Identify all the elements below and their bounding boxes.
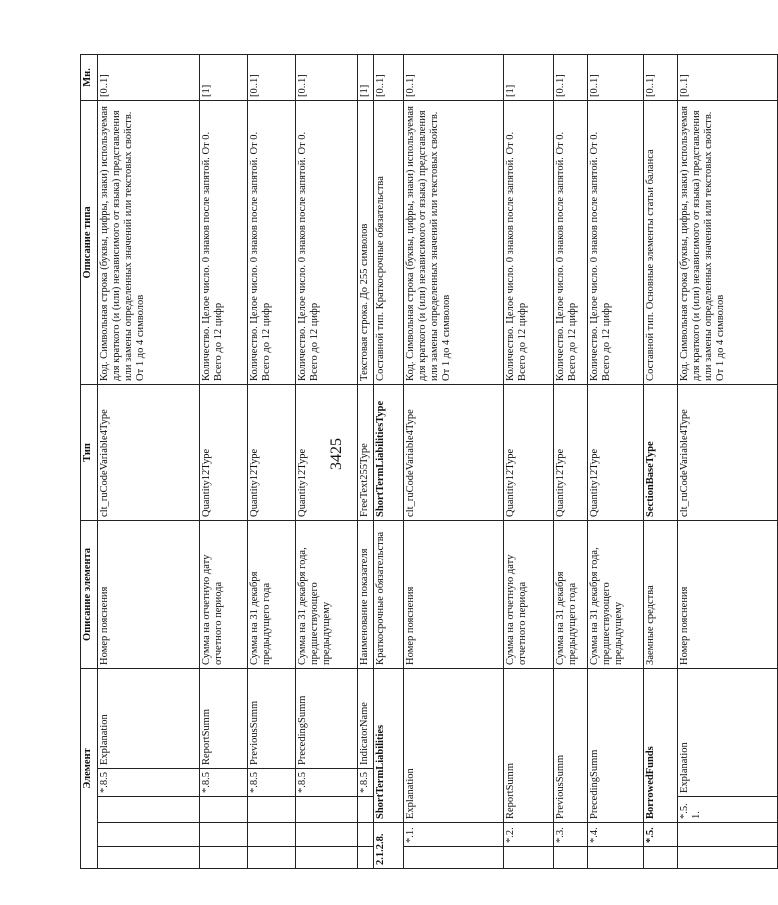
indent-cell [200,823,248,847]
table-row [504,54,554,868]
indent-cell [98,847,200,869]
row-number: *.5. [644,823,678,847]
element-description: Сумма на отчетную дату отчетного периода [504,520,554,668]
element-type: clt_ruCodeVariable4Type [98,384,200,520]
indent-cell [296,823,358,847]
indent-cell [200,847,248,869]
column-header-type: Тип [81,384,98,520]
type-description: Количество. Целое число. 0 знаков после запятой. От 0. Всего до 12 цифр [248,100,296,384]
table-row [588,54,644,868]
row-number: *.8.5 [248,769,296,797]
table-row [644,54,678,868]
indent-cell [588,847,644,869]
element-type: Quantity12Type [248,384,296,520]
indent-cell [358,847,374,869]
indent-cell [358,797,374,823]
element-type: Quantity12Type [504,384,554,520]
element-name: ShortTermLiabilities [374,668,404,822]
type-description: Количество. Целое число. 0 знаков после запятой. От 0. Всего до 12 цифр [554,100,588,384]
row-number: *.4. [588,823,644,847]
type-description: Составной тип. Основные элементы статьи баланса [644,100,678,384]
element-description: Сумма на 31 декабря года, предшествующего предыдущему [588,520,644,668]
table-row [404,54,504,868]
indent-cell [248,797,296,823]
type-description: Код. Символьная строка (буквы, цифры, знаки) используемая для краткого (и (или) независимого от языка) представления или замены определенных значений или текстовых свойств. От 1 до 4 символов [678,100,778,384]
element-type: Quantity12Type [200,384,248,520]
row-number: *.1. [404,823,504,847]
type-description: Количество. Целое число. 0 знаков после запятой. От 0. Всего до 12 цифр [200,100,248,384]
element-description: Сумма на 31 декабря предыдущего года [248,520,296,668]
indent-cell [678,823,778,847]
element-name: IndicatorName [358,668,374,768]
row-number: *.8.5 [296,769,358,797]
indent-cell [296,847,358,869]
indent-cell [248,847,296,869]
rotated-page-content [80,25,726,885]
row-number: *.8.5 [358,769,374,797]
element-type: SectionBaseType [644,384,678,520]
element-description: Краткосрочные обязательства [374,520,404,668]
element-description: Заемные средства [644,520,678,668]
column-header-type-description: Описание типа [81,100,98,384]
element-name: PreviousSumm [554,668,588,822]
element-name: Explanation [404,668,504,822]
indent-cell [644,847,678,869]
type-description: Текстовая строка. До 255 символов [358,100,374,384]
element-description: Сумма на 31 декабря года, предшествующего предыдущему [296,520,358,668]
indent-cell [554,847,588,869]
element-type: Quantity12Type [296,384,358,520]
row-number: *.8.5 [200,769,248,797]
indent-cell [200,797,248,823]
element-description: Наименование показателя [358,520,374,668]
element-description: Номер пояснения [678,520,778,668]
element-name: BorrowedFunds [644,668,678,822]
element-type: clt_ruCodeVariable4Type [404,384,504,520]
table-row [98,54,200,868]
table-row [678,54,778,868]
element-type: FreeText255Type [358,384,374,520]
type-description: Количество. Целое число. 0 знаков после запятой. От 0. Всего до 12 цифр [588,100,644,384]
table-row [296,54,358,868]
indent-cell [678,847,778,869]
element-name: PrecedingSumm [296,668,358,768]
table-row [200,54,248,868]
type-description: Количество. Целое число. 0 знаков после запятой. От 0. Всего до 12 цифр [504,100,554,384]
indent-cell [98,797,200,823]
table-row [248,54,296,868]
table-row [374,54,404,868]
element-name: ReportSumm [200,668,248,768]
multiplicity: [1] [200,54,248,100]
column-header-multiplicity: Мн. [81,54,98,100]
row-number: *.8.5 [98,769,200,797]
element-description: Номер пояснения [98,520,200,668]
element-name: PrecedingSumm [588,668,644,822]
multiplicity: [0..1] [374,54,404,100]
multiplicity: [0..1] [588,54,644,100]
page-number: 3425 [328,438,345,470]
row-number: *.3. [554,823,588,847]
element-description: Сумма на отчетную дату отчетного периода [200,520,248,668]
multiplicity: [1] [504,54,554,100]
element-name: PreviousSumm [248,668,296,768]
element-type: Quantity12Type [554,384,588,520]
element-description: Сумма на 31 декабря предыдущего года [554,520,588,668]
multiplicity: [1] [358,54,374,100]
indent-cell [504,847,554,869]
multiplicity: [0..1] [296,54,358,100]
row-number: *.5.1. [678,797,778,823]
indent-cell [358,823,374,847]
element-type: clt_ruCodeVariable4Type [678,384,778,520]
element-name: Explanation [678,668,778,796]
row-number: 2.1.2.8. [374,823,404,869]
indent-cell [404,847,504,869]
type-description: Составной тип. Краткосрочные обязательства [374,100,404,384]
element-description: Номер пояснения [404,520,504,668]
table-row [358,54,374,868]
multiplicity: [0..1] [98,54,200,100]
multiplicity: [0..1] [554,54,588,100]
row-number: *.2. [504,823,554,847]
table-header-row [81,54,98,868]
column-header-description: Описание элемента [81,520,98,668]
multiplicity: [0..1] [678,54,778,100]
element-spec-table [80,54,778,869]
indent-cell [248,823,296,847]
multiplicity: [0..1] [404,54,504,100]
indent-cell [296,797,358,823]
type-description: Код. Символьная строка (буквы, цифры, знаки) используемая для краткого (и (или) независимого от языка) представления или замены определенных значений или текстовых свойств. От 1 до 4 символов [98,100,200,384]
table-row [554,54,588,868]
element-name: ReportSumm [504,668,554,822]
column-header-element: Элемент [81,668,98,868]
type-description: Количество. Целое число. 0 знаков после запятой. От 0. Всего до 12 цифр [296,100,358,384]
element-type: ShortTermLiabilitiesType [374,384,404,520]
indent-cell [98,823,200,847]
element-type: Quantity12Type [588,384,644,520]
element-name: Explanation [98,668,200,768]
type-description: Код. Символьная строка (буквы, цифры, знаки) используемая для краткого (и (или) независимого от языка) представления или замены определенных значений или текстовых свойств. От 1 до 4 символов [404,100,504,384]
multiplicity: [0..1] [248,54,296,100]
multiplicity: [0..1] [644,54,678,100]
